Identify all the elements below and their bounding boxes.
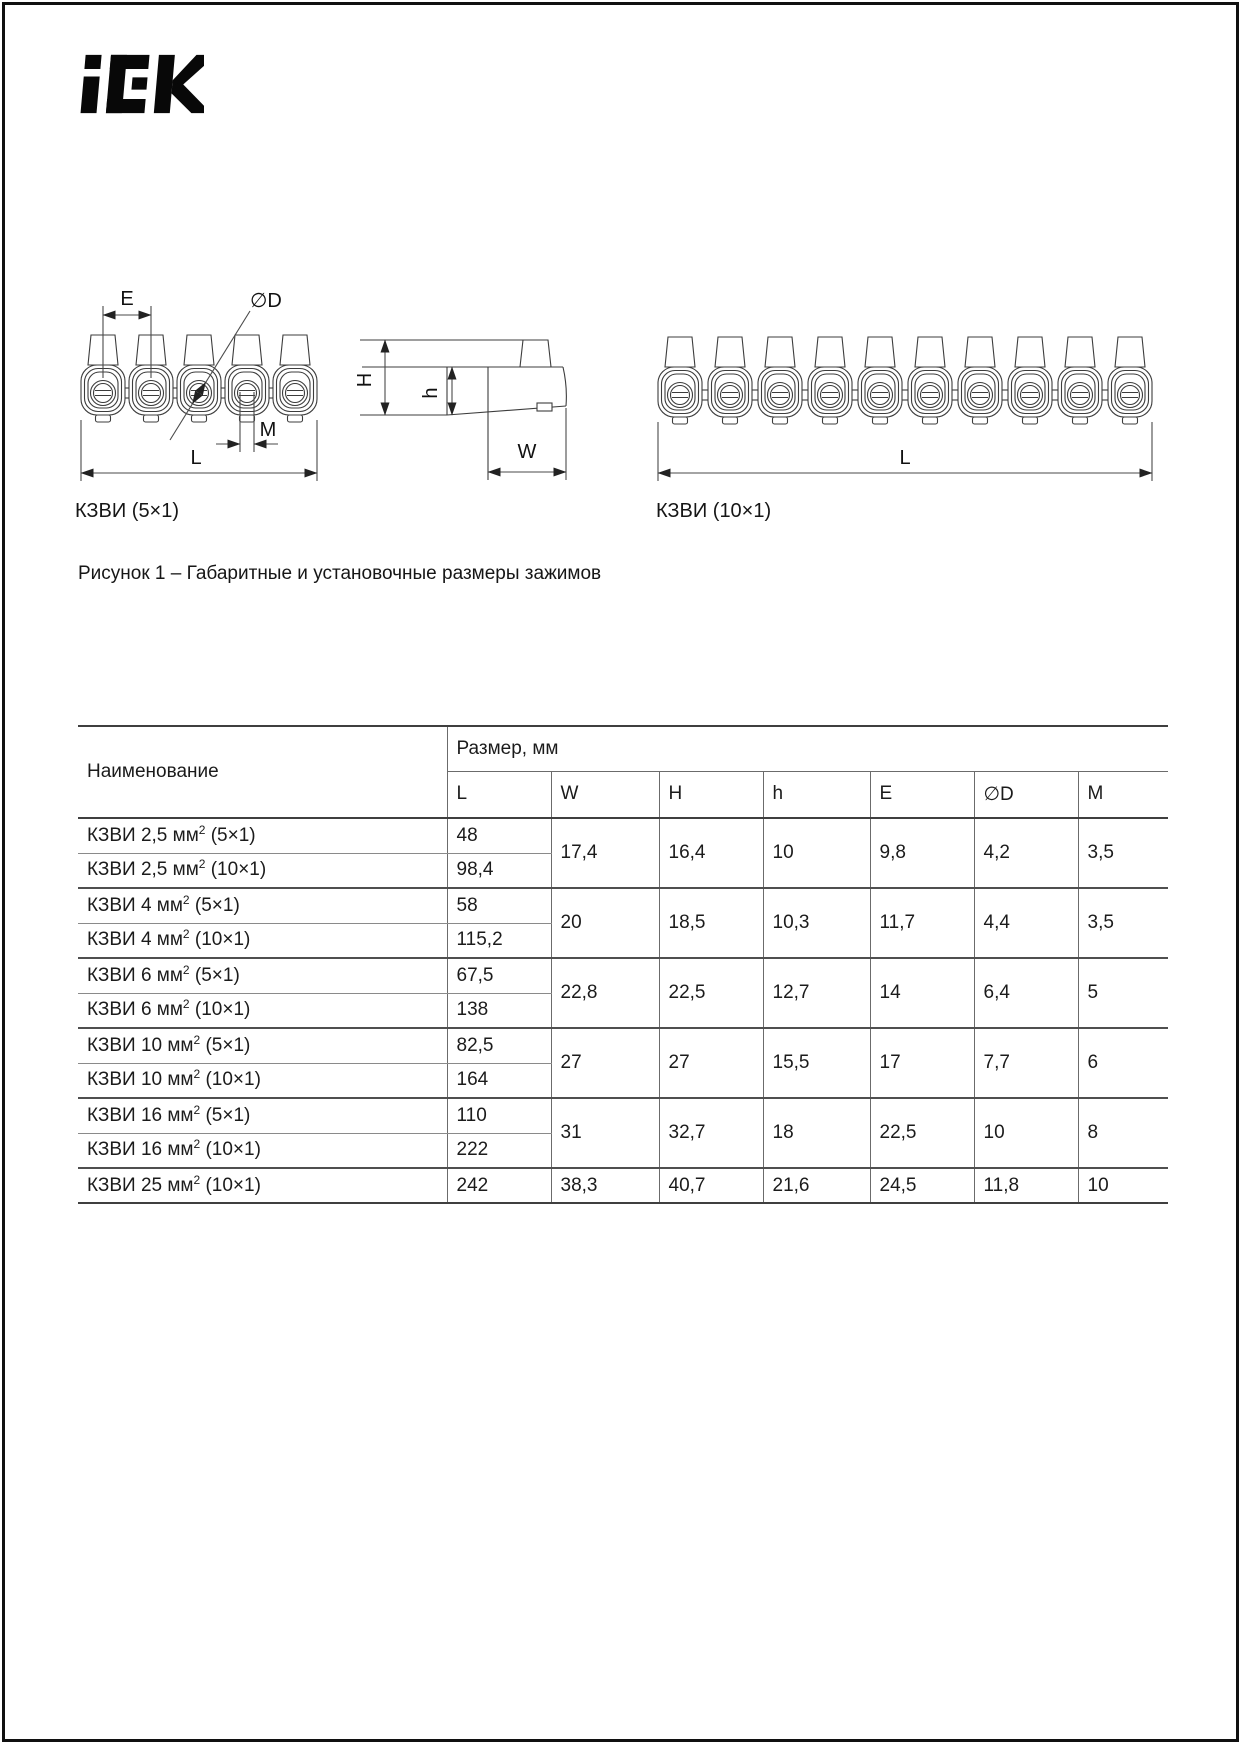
terminal-unit — [658, 337, 702, 424]
value-D-cell: 4,4 — [974, 888, 1078, 958]
terminal-unit — [1008, 337, 1052, 424]
value-W-cell: 27 — [551, 1028, 659, 1098]
value-M-cell: 8 — [1078, 1098, 1168, 1168]
value-h-cell: 15,5 — [763, 1028, 870, 1098]
figure-label-10x1: КЗВИ (10×1) — [656, 500, 772, 522]
value-L-cell: 164 — [447, 1063, 551, 1098]
value-H-cell: 32,7 — [659, 1098, 763, 1168]
terminal-unit — [273, 335, 317, 422]
value-H-cell: 27 — [659, 1028, 763, 1098]
terminal-unit — [1108, 337, 1152, 424]
terminal-strip-5x1-drawing — [81, 288, 317, 481]
value-D-cell: 4,2 — [974, 818, 1078, 888]
value-L-cell: 222 — [447, 1133, 551, 1168]
header-size-cell: Размер, мм — [447, 726, 1168, 771]
product-name-cell: КЗВИ 2,5 $мм^2$ (5×1) — [78, 818, 447, 853]
value-L-cell: 98,4 — [447, 853, 551, 888]
value-L-cell: 138 — [447, 993, 551, 1028]
value-h-cell: 12,7 — [763, 958, 870, 1028]
terminal-unit — [958, 337, 1002, 424]
terminal-unit — [808, 337, 852, 424]
value-h-cell: 21,6 — [763, 1168, 870, 1203]
side-view-drawing — [354, 340, 566, 480]
product-name-cell: КЗВИ 10 $мм^2$ (10×1) — [78, 1063, 447, 1098]
dim-label-D: ∅D — [250, 290, 282, 312]
table-row — [78, 888, 1168, 923]
value-M-cell: 3,5 — [1078, 888, 1168, 958]
terminal-unit — [858, 337, 902, 424]
value-L-cell: 115,2 — [447, 923, 551, 958]
terminal-unit — [708, 337, 752, 424]
value-h-cell: 10,3 — [763, 888, 870, 958]
terminal-unit — [758, 337, 802, 424]
value-E-cell: 9,8 — [870, 818, 974, 888]
header-name-cell: Наименование — [78, 726, 447, 818]
value-E-cell: 14 — [870, 958, 974, 1028]
dim-label-M: M — [259, 419, 277, 441]
value-h-cell: 18 — [763, 1098, 870, 1168]
value-L-cell: 67,5 — [447, 958, 551, 993]
value-W-cell: 38,3 — [551, 1168, 659, 1203]
product-name-cell: КЗВИ 6 $мм^2$ (10×1) — [78, 993, 447, 1028]
value-M-cell: 3,5 — [1078, 818, 1168, 888]
value-E-cell: 11,7 — [870, 888, 974, 958]
value-D-cell: 10 — [974, 1098, 1078, 1168]
header-col-M: M — [1078, 771, 1168, 818]
product-name-cell: КЗВИ 16 $мм^2$ (10×1) — [78, 1133, 447, 1168]
logo-k-upper-arm — [172, 55, 204, 87]
product-name-cell: КЗВИ 6 $мм^2$ (5×1) — [78, 958, 447, 993]
value-h-cell: 10 — [763, 818, 870, 888]
dim-label-E: E — [120, 288, 134, 310]
value-W-cell: 22,8 — [551, 958, 659, 1028]
product-name-cell: КЗВИ 2,5 $мм^2$ (10×1) — [78, 853, 447, 888]
value-E-cell: 24,5 — [870, 1168, 974, 1203]
header-col-W: W — [551, 771, 659, 818]
terminal-unit — [908, 337, 952, 424]
value-H-cell: 18,5 — [659, 888, 763, 958]
logo-i-dot — [84, 55, 101, 69]
value-L-cell: 242 — [447, 1168, 551, 1203]
value-D-cell: 6,4 — [974, 958, 1078, 1028]
logo-e-mid-bar — [131, 77, 147, 89]
dim-label-L-right: L — [899, 447, 911, 469]
dimensions-table — [78, 725, 1168, 1204]
terminal-unit — [1058, 337, 1102, 424]
figure-caption: Рисунок 1 – Габаритные и установочные размеры зажимов — [78, 563, 602, 584]
value-D-cell: 7,7 — [974, 1028, 1078, 1098]
header-col-h: h — [763, 771, 870, 818]
iek-logo — [80, 54, 204, 114]
dim-label-h: h — [420, 387, 442, 399]
value-E-cell: 22,5 — [870, 1098, 974, 1168]
table-header-row-1 — [78, 726, 1168, 771]
table-row — [78, 818, 1168, 853]
header-col-D: ∅D — [974, 771, 1078, 818]
terminal-unit — [225, 335, 269, 422]
table-row — [78, 1028, 1168, 1063]
dim-label-L-left: L — [190, 447, 202, 469]
value-H-cell: 22,5 — [659, 958, 763, 1028]
value-H-cell: 16,4 — [659, 818, 763, 888]
logo-e-bottom-bar — [106, 99, 146, 113]
table-row — [78, 1098, 1168, 1133]
value-M-cell: 10 — [1078, 1168, 1168, 1203]
header-col-L: L — [447, 771, 551, 818]
terminal-unit — [177, 335, 221, 422]
value-W-cell: 31 — [551, 1098, 659, 1168]
value-L-cell: 110 — [447, 1098, 551, 1133]
value-D-cell: 11,8 — [974, 1168, 1078, 1203]
table-row — [78, 958, 1168, 993]
terminal-strip-10x1-drawing — [658, 337, 1152, 481]
table-row — [78, 1168, 1168, 1203]
value-E-cell: 17 — [870, 1028, 974, 1098]
dim-label-W: W — [517, 441, 537, 463]
header-col-E: E — [870, 771, 974, 818]
value-L-cell: 58 — [447, 888, 551, 923]
product-name-cell: КЗВИ 4 $мм^2$ (5×1) — [78, 888, 447, 923]
logo-i-stem — [81, 76, 100, 113]
header-col-H: H — [659, 771, 763, 818]
product-name-cell: КЗВИ 10 $мм^2$ (5×1) — [78, 1028, 447, 1063]
figure-label-5x1: КЗВИ (5×1) — [75, 500, 180, 522]
value-H-cell: 40,7 — [659, 1168, 763, 1203]
product-name-cell: КЗВИ 16 $мм^2$ (5×1) — [78, 1098, 447, 1133]
logo-e-top-bar — [110, 55, 150, 69]
value-W-cell: 20 — [551, 888, 659, 958]
product-name-cell: КЗВИ 4 $мм^2$ (10×1) — [78, 923, 447, 958]
value-M-cell: 5 — [1078, 958, 1168, 1028]
value-L-cell: 82,5 — [447, 1028, 551, 1063]
logo-k-lower-leg — [170, 82, 204, 113]
value-L-cell: 48 — [447, 818, 551, 853]
value-W-cell: 17,4 — [551, 818, 659, 888]
dim-label-H: H — [354, 372, 376, 388]
value-M-cell: 6 — [1078, 1028, 1168, 1098]
figure-drawings — [60, 238, 1180, 490]
logo-k-stem — [154, 55, 175, 113]
product-name-cell: КЗВИ 25 $мм^2$ (10×1) — [78, 1168, 447, 1203]
